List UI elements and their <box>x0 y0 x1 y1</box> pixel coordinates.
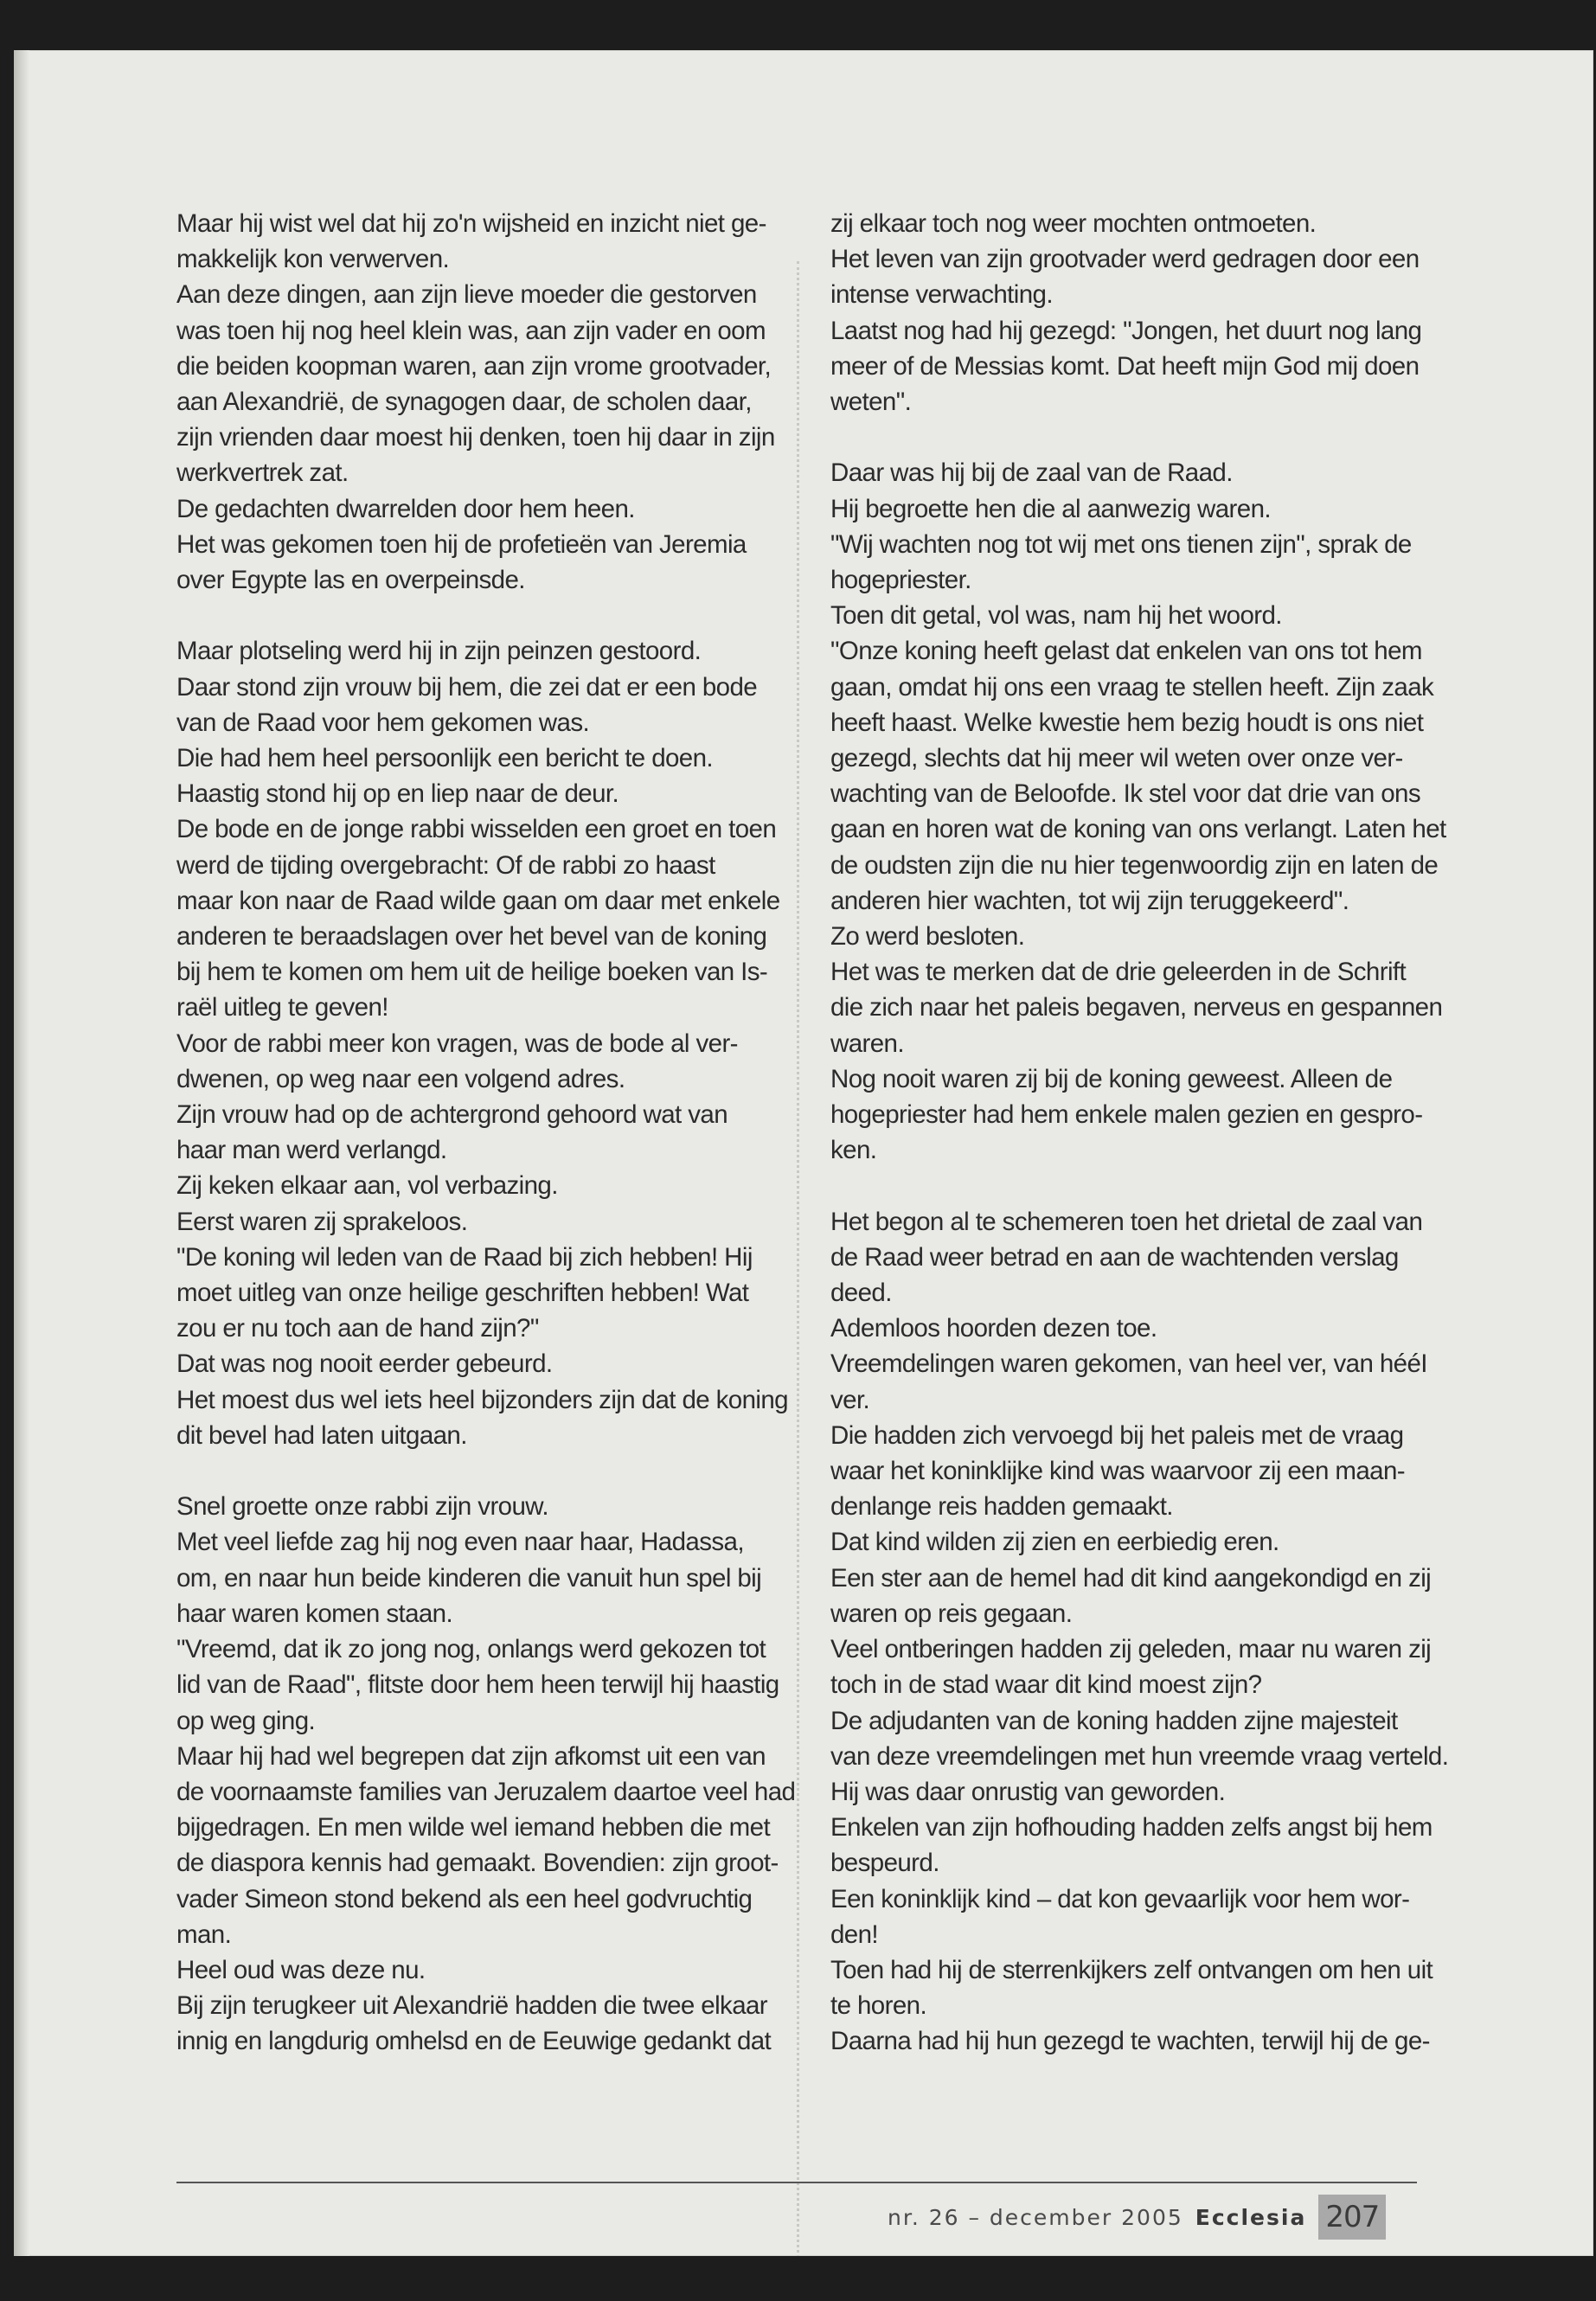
text-line: gezegd, slechts dat hij meer wil weten over onze ver- <box>830 744 1403 773</box>
text-line: die beiden koopman waren, aan zijn vrome grootvader, <box>176 351 772 381</box>
text-line: van de Raad voor hem gekomen was. <box>176 708 590 737</box>
text-line: Vreemdelingen waren gekomen, van heel ver, van hééI <box>830 1349 1427 1379</box>
text-line: toch in de stad waar dit kind moest zijn? <box>830 1670 1262 1700</box>
text-line: maar kon naar de Raad wilde gaan om daar met enkele <box>176 886 780 915</box>
text-line: werkvertrek zat. <box>176 458 349 488</box>
text-line: Voor de rabbi meer kon vragen, was de bode al ver- <box>176 1029 738 1058</box>
text-line: intense verwachting. <box>830 280 1053 310</box>
text-line: Hij begroette hen die al aanwezig waren. <box>830 494 1271 523</box>
text-line: moet uitleg van onze heilige geschriften hebben! Wat <box>176 1279 749 1308</box>
text-line: Het was te merken dat de drie geleerden in de Schrift <box>830 958 1407 987</box>
text-line <box>176 1453 773 1489</box>
text-line: De gedachten dwarrelden door hem heen. <box>176 494 635 523</box>
text-line: Het leven van zijn grootvader werd gedragen door een <box>830 245 1420 274</box>
text-line: raël uitleg te geven! <box>176 993 388 1022</box>
text-line: anderen te beraadslagen over het bevel van de koning <box>176 922 767 952</box>
text-line: de oudsten zijn die nu hier tegenwoordig zijn en laten de <box>830 850 1439 880</box>
text-line: Dat kind wilden zij zien en eerbiedig eren. <box>830 1528 1279 1557</box>
text-line: den! <box>830 1920 879 1949</box>
text-line: Daar stond zijn vrouw bij hem, die zei dat er een bode <box>176 672 758 702</box>
text-line: Het moest dus wel iets heel bijzonders zijn dat de koning <box>176 1385 788 1414</box>
text-line: Nog nooit waren zij bij de koning geweest. Alleen de <box>830 1064 1393 1093</box>
text-line: ken. <box>830 1136 877 1165</box>
text-line: zijn vrienden daar moest hij denken, toen hij daar in zijn <box>176 423 775 452</box>
text-line: bij hem te komen om hem uit de heilige boeken van Is- <box>176 958 768 987</box>
text-line <box>830 1168 1427 1203</box>
text-line: gaan en horen wat de koning van ons verlangt. Laten het <box>830 815 1446 844</box>
text-line: Snel groette onze rabbi zijn vrouw. <box>176 1492 548 1522</box>
text-line: van deze vreemdelingen met hun vreemde vraag verteld. <box>830 1741 1449 1771</box>
text-line: Eerst waren zij sprakeloos. <box>176 1207 468 1236</box>
page-number: 207 <box>1318 2195 1386 2240</box>
text-line: Een koninklijk kind – dat kon gevaarlijk voor hem wor- <box>830 1884 1410 1913</box>
document-page <box>14 50 1593 2256</box>
text-line: de Raad weer betrad en aan de wachtenden verslag <box>830 1242 1399 1272</box>
text-line: ver. <box>830 1385 870 1414</box>
footer-rule <box>176 2182 1417 2183</box>
text-line: De bode en de jonge rabbi wisselden een groet en toen <box>176 815 777 844</box>
text-line: Toen dit getal, vol was, nam hij het woord. <box>830 601 1282 631</box>
text-line: makkelijk kon verwerven. <box>176 245 450 274</box>
text-line: Bij zijn terugkeer uit Alexandrië hadden die twee elkaar <box>176 1991 768 2021</box>
issue-info: nr. 26 – december 2005 <box>888 2204 1183 2230</box>
text-line: bespeurd. <box>830 1849 939 1878</box>
text-line: Die hadden zich vervoegd bij het paleis met de vraag <box>830 1420 1404 1450</box>
text-line: lid van de Raad", flitste door hem heen terwijl hij haastig <box>176 1670 779 1700</box>
text-line: Zijn vrouw had op de achtergrond gehoord wat van <box>176 1100 728 1130</box>
text-line: Toen had hij de sterrenkijkers zelf ontvangen om hen uit <box>830 1955 1433 1984</box>
text-line: Heel oud was deze nu. <box>176 1955 426 1984</box>
text-line: "Vreemd, dat ik zo jong nog, onlangs werd gekozen tot <box>176 1635 766 1664</box>
text-line: Maar hij had wel begrepen dat zijn afkomst uit een van <box>176 1741 766 1771</box>
text-line: Ademloos hoorden dezen toe. <box>830 1314 1157 1343</box>
text-line: Een ster aan de hemel had dit kind aangekondigd en zij <box>830 1563 1432 1593</box>
text-line: "Onze koning heeft gelast dat enkelen van ons tot hem <box>830 637 1422 666</box>
text-line: Met veel liefde zag hij nog even naar haar, Hadassa, <box>176 1528 744 1557</box>
text-line: Hij was daar onrustig van geworden. <box>830 1777 1226 1806</box>
text-line: Maar hij wist wel dat hij zo'n wijsheid en inzicht niet ge- <box>176 209 766 238</box>
text-line: Het was gekomen toen hij de profetieën van Jeremia <box>176 529 747 559</box>
text-line: zij elkaar toch nog weer mochten ontmoeten. <box>830 209 1317 238</box>
text-line: meer of de Messias komt. Dat heeft mijn God mij doen <box>830 351 1420 381</box>
text-line: waren. <box>830 1029 904 1058</box>
text-line: Daarna had hij hun gezegd te wachten, terwijl hij de ge- <box>830 2027 1430 2056</box>
text-line: heeft haast. Welke kwestie hem bezig houdt is ons niet <box>830 708 1424 737</box>
text-line: de diaspora kennis had gemaakt. Bovendien: zijn groot- <box>176 1849 779 1878</box>
text-line: deed. <box>830 1279 892 1308</box>
text-line: Zij keken elkaar aan, vol verbazing. <box>176 1171 558 1201</box>
text-line: werd de tijding overgebracht: Of de rabbi zo haast <box>176 850 715 880</box>
left-text-column <box>176 206 796 2060</box>
text-line: de voornaamste families van Jeruzalem daartoe veel had <box>176 1777 796 1806</box>
text-line: Aan deze dingen, aan zijn lieve moeder die gestorven <box>176 280 757 310</box>
text-line: De adjudanten van de koning hadden zijne majesteit <box>830 1706 1398 1735</box>
text-line: Het begon al te schemeren toen het drietal de zaal van <box>830 1207 1423 1236</box>
page-footer <box>888 2192 1386 2242</box>
text-line: Maar plotseling werd hij in zijn peinzen gestoord. <box>176 637 702 666</box>
text-line: "Wij wachten nog tot wij met ons tienen zijn", sprak de <box>830 529 1412 559</box>
text-line: denlange reis hadden gemaakt. <box>830 1492 1173 1522</box>
text-line: man. <box>176 1920 232 1949</box>
text-line: Die had hem heel persoonlijk een bericht te doen. <box>176 744 714 773</box>
text-line: waren op reis gegaan. <box>830 1599 1073 1628</box>
text-line <box>176 598 773 633</box>
text-line: om, en naar hun beide kinderen die vanuit hun spel bij <box>176 1563 762 1593</box>
text-line: hogepriester had hem enkele malen gezien en gespro- <box>830 1100 1423 1130</box>
right-text-column <box>830 206 1449 2060</box>
text-line: op weg ging. <box>176 1706 316 1735</box>
text-line: wachting van de Beloofde. Ik stel voor dat drie van ons <box>830 779 1420 809</box>
text-line: bijgedragen. En men wilde wel iemand hebben die met <box>176 1813 771 1843</box>
text-line: haar waren komen staan. <box>176 1599 453 1628</box>
text-line: dit bevel had laten uitgaan. <box>176 1420 467 1450</box>
text-line: Veel ontberingen hadden zij geleden, maar nu waren zij <box>830 1635 1432 1664</box>
text-line: Zo werd besloten. <box>830 922 1025 952</box>
text-line: zou er nu toch aan de hand zijn?" <box>176 1314 539 1343</box>
magazine-name: Ecclesia <box>1195 2204 1307 2230</box>
text-line: Laatst nog had hij gezegd: "Jongen, het duurt nog lang <box>830 316 1422 345</box>
text-line: over Egypte las en overpeinsde. <box>176 566 525 595</box>
text-line: aan Alexandrië, de synagogen daar, de scholen daar, <box>176 388 752 417</box>
text-line: innig en langdurig omhelsd en de Eeuwige gedankt dat <box>176 2027 772 2056</box>
text-line: Dat was nog nooit eerder gebeurd. <box>176 1349 553 1379</box>
text-line: "De koning wil leden van de Raad bij zich hebben! Hij <box>176 1242 753 1272</box>
text-line: anderen hier wachten, tot wij zijn teruggekeerd". <box>830 886 1349 915</box>
text-line: Daar was hij bij de zaal van de Raad. <box>830 458 1233 488</box>
text-line: te horen. <box>830 1991 927 2021</box>
text-line <box>830 420 1427 455</box>
text-line: hogepriester. <box>830 566 971 595</box>
column-divider <box>797 261 799 2256</box>
text-line: weten". <box>830 388 912 417</box>
text-line: Haastig stond hij op en liep naar de deur. <box>176 779 619 809</box>
text-line: was toen hij nog heel klein was, aan zijn vader en oom <box>176 316 766 345</box>
text-line: die zich naar het paleis begaven, nerveus en gespannen <box>830 993 1443 1022</box>
text-line: waar het koninklijke kind was waarvoor zij een maan- <box>830 1457 1406 1486</box>
text-line: Enkelen van zijn hofhouding hadden zelfs angst bij hem <box>830 1813 1433 1843</box>
text-line: haar man werd verlangd. <box>176 1136 447 1165</box>
text-line: vader Simeon stond bekend als een heel godvruchtig <box>176 1884 753 1913</box>
text-line: gaan, omdat hij ons een vraag te stellen heeft. Zijn zaak <box>830 672 1434 702</box>
text-line: dwenen, op weg naar een volgend adres. <box>176 1064 625 1093</box>
